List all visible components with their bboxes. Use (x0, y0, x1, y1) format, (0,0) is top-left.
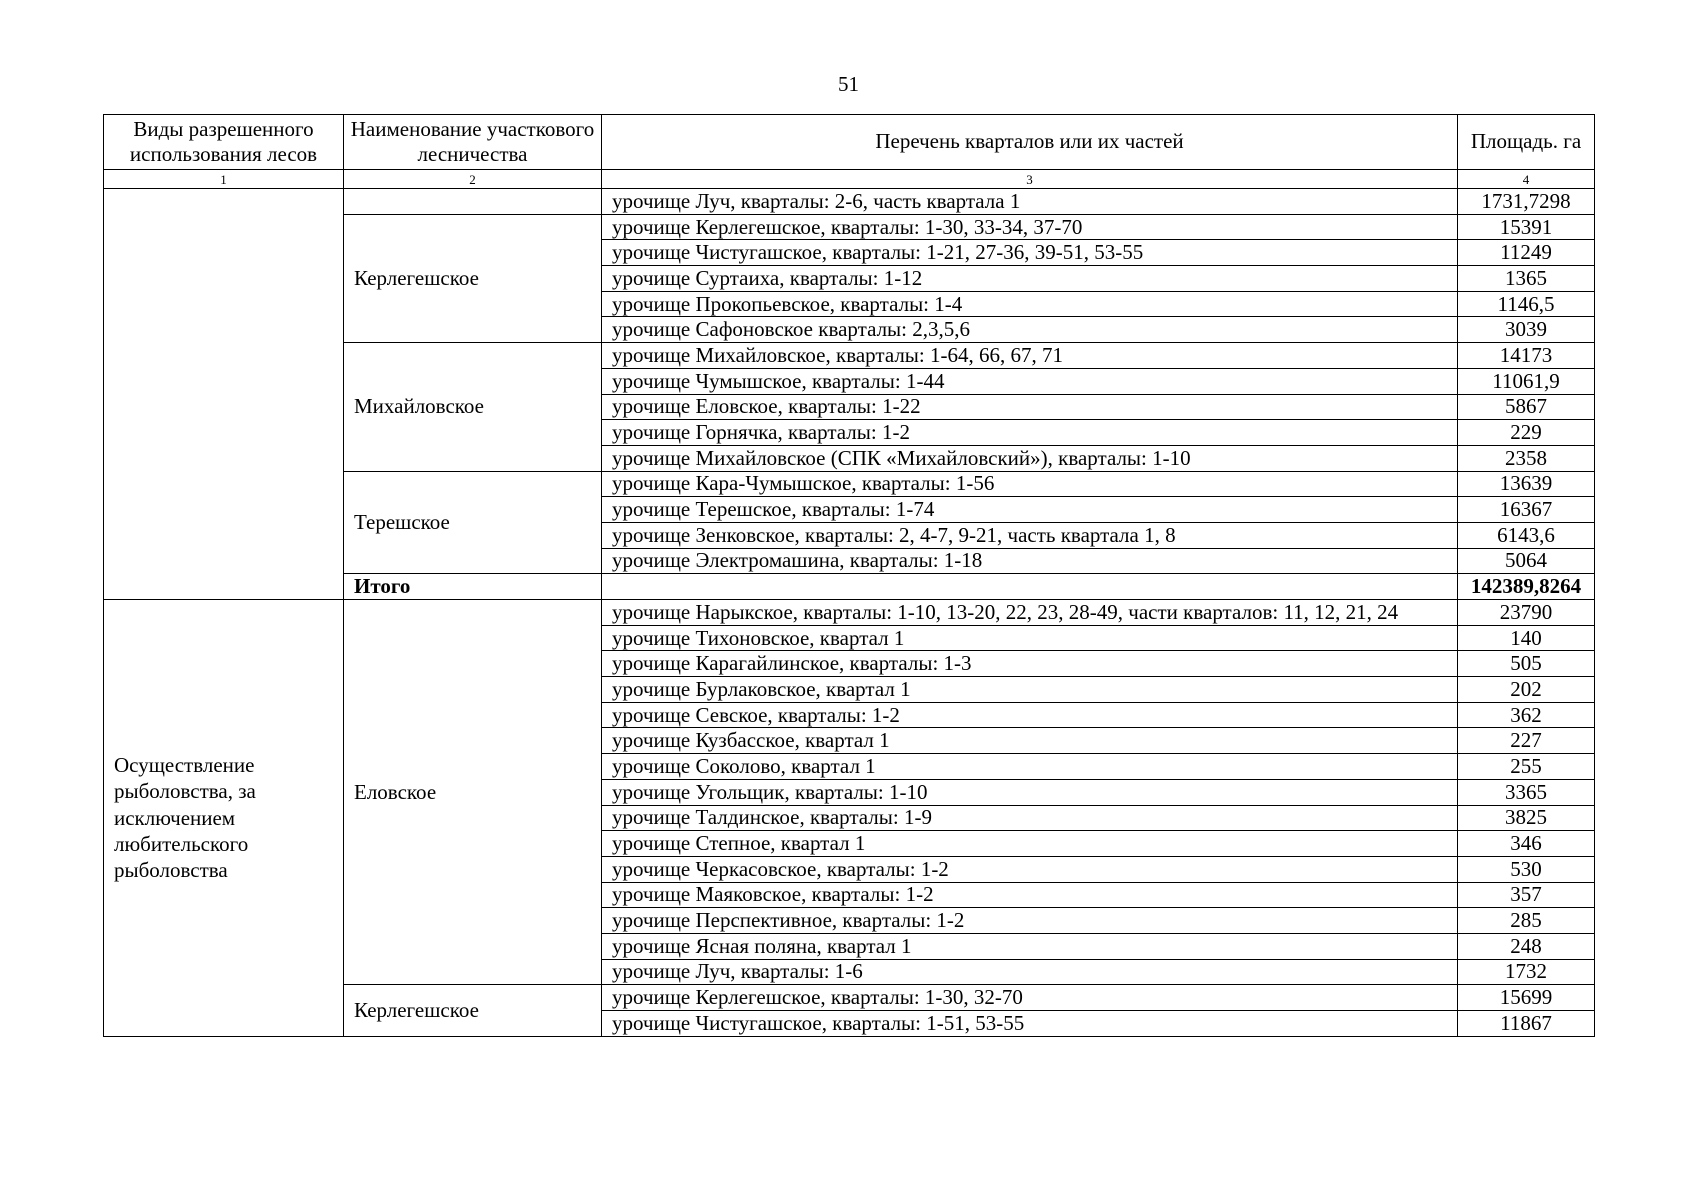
quarters-list-cell: урочище Кузбасское, квартал 1 (602, 728, 1458, 754)
forestry-name-cell: Михайловское (344, 343, 602, 471)
quarters-list-cell: урочище Карагайлинское, кварталы: 1-3 (602, 651, 1458, 677)
quarters-list-cell: урочище Горнячка, кварталы: 1-2 (602, 420, 1458, 446)
quarters-list-cell: урочище Чистугашское, кварталы: 1-21, 27-36, 39-51, 53-55 (602, 240, 1458, 266)
area-cell: 1146,5 (1458, 291, 1595, 317)
quarters-list-cell: урочище Еловское, кварталы: 1-22 (602, 394, 1458, 420)
area-cell: 1732 (1458, 959, 1595, 985)
use-type-cell (104, 189, 344, 600)
area-cell: 357 (1458, 882, 1595, 908)
header-forestry-name: Наименование участкового лесничества (344, 115, 602, 170)
quarters-list-cell: урочище Тихоновское, квартал 1 (602, 625, 1458, 651)
area-cell: 11061,9 (1458, 368, 1595, 394)
quarters-list-cell: урочище Керлегешское, кварталы: 1-30, 32-70 (602, 985, 1458, 1011)
area-cell: 285 (1458, 908, 1595, 934)
quarters-list-cell: урочище Сафоновское кварталы: 2,3,5,6 (602, 317, 1458, 343)
quarters-list-cell: урочище Степное, квартал 1 (602, 831, 1458, 857)
table-header-row (104, 115, 1595, 170)
area-cell: 248 (1458, 933, 1595, 959)
total-list (602, 574, 1458, 600)
area-cell: 5867 (1458, 394, 1595, 420)
quarters-list-cell: урочище Перспективное, кварталы: 1-2 (602, 908, 1458, 934)
header-quarters-list: Перечень кварталов или их частей (602, 115, 1458, 170)
forestry-name-cell: Керлегешское (344, 214, 602, 342)
forest-use-table (103, 114, 1595, 1037)
quarters-list-cell: урочище Чистугашское, кварталы: 1-51, 53-55 (602, 1011, 1458, 1037)
quarters-list-cell: урочище Михайловское, кварталы: 1-64, 66, 67, 71 (602, 343, 1458, 369)
quarters-list-cell: урочище Соколово, квартал 1 (602, 754, 1458, 780)
area-cell: 15391 (1458, 214, 1595, 240)
forestry-name-cell: Керлегешское (344, 985, 602, 1036)
area-cell: 3039 (1458, 317, 1595, 343)
area-cell: 505 (1458, 651, 1595, 677)
area-cell: 227 (1458, 728, 1595, 754)
quarters-list-cell: урочище Черкасовское, кварталы: 1-2 (602, 856, 1458, 882)
area-cell: 13639 (1458, 471, 1595, 497)
area-cell: 140 (1458, 625, 1595, 651)
area-cell: 15699 (1458, 985, 1595, 1011)
area-cell: 11867 (1458, 1011, 1595, 1037)
area-cell: 3365 (1458, 779, 1595, 805)
column-number: 1 (104, 170, 344, 189)
area-cell: 14173 (1458, 343, 1595, 369)
column-number-row (104, 170, 1595, 189)
area-cell: 5064 (1458, 548, 1595, 574)
quarters-list-cell: урочище Луч, кварталы: 1-6 (602, 959, 1458, 985)
area-cell: 16367 (1458, 497, 1595, 523)
quarters-list-cell: урочище Михайловское (СПК «Михайловский»), кварталы: 1-10 (602, 445, 1458, 471)
quarters-list-cell: урочище Терешское, кварталы: 1-74 (602, 497, 1458, 523)
area-cell: 23790 (1458, 600, 1595, 626)
table-row (104, 189, 1595, 215)
quarters-list-cell: урочище Прокопьевское, кварталы: 1-4 (602, 291, 1458, 317)
quarters-list-cell: урочище Бурлаковское, квартал 1 (602, 677, 1458, 703)
quarters-list-cell: урочище Ясная поляна, квартал 1 (602, 933, 1458, 959)
column-number: 4 (1458, 170, 1595, 189)
quarters-list-cell: урочище Кара-Чумышское, кварталы: 1-56 (602, 471, 1458, 497)
quarters-list-cell: урочище Севское, кварталы: 1-2 (602, 702, 1458, 728)
quarters-list-cell: урочище Зенковское, кварталы: 2, 4-7, 9-21, часть квартала 1, 8 (602, 522, 1458, 548)
area-cell: 2358 (1458, 445, 1595, 471)
forestry-name-cell (344, 189, 602, 215)
forestry-name-cell: Терешское (344, 471, 602, 574)
area-cell: 362 (1458, 702, 1595, 728)
area-cell: 530 (1458, 856, 1595, 882)
quarters-list-cell: урочище Луч, кварталы: 2-6, часть квартала 1 (602, 189, 1458, 215)
header-area: Площадь. га (1458, 115, 1595, 170)
area-cell: 6143,6 (1458, 522, 1595, 548)
quarters-list-cell: урочище Электромашина, кварталы: 1-18 (602, 548, 1458, 574)
forestry-name-cell: Еловское (344, 600, 602, 985)
total-label: Итого (344, 574, 602, 600)
quarters-list-cell: урочище Керлегешское, кварталы: 1-30, 33-34, 37-70 (602, 214, 1458, 240)
table-row (104, 600, 1595, 626)
page-number: 51 (838, 72, 859, 96)
area-cell: 1365 (1458, 266, 1595, 292)
column-number: 2 (344, 170, 602, 189)
area-cell: 346 (1458, 831, 1595, 857)
area-cell: 3825 (1458, 805, 1595, 831)
area-cell: 229 (1458, 420, 1595, 446)
column-number: 3 (602, 170, 1458, 189)
quarters-list-cell: урочище Чумышское, кварталы: 1-44 (602, 368, 1458, 394)
header-use-types: Виды разрешенного использования лесов (104, 115, 344, 170)
quarters-list-cell: урочище Суртаиха, кварталы: 1-12 (602, 266, 1458, 292)
quarters-list-cell: урочище Талдинское, кварталы: 1-9 (602, 805, 1458, 831)
area-cell: 255 (1458, 754, 1595, 780)
use-type-cell: Осуществление рыболовства, за исключением любительского рыболовства (104, 600, 344, 1037)
quarters-list-cell: урочище Нарыкское, кварталы: 1-10, 13-20, 22, 23, 28-49, части кварталов: 11, 12, 21, 24 (602, 600, 1458, 626)
quarters-list-cell: урочище Угольщик, кварталы: 1-10 (602, 779, 1458, 805)
area-cell: 11249 (1458, 240, 1595, 266)
area-cell: 1731,7298 (1458, 189, 1595, 215)
quarters-list-cell: урочище Маяковское, кварталы: 1-2 (602, 882, 1458, 908)
area-cell: 202 (1458, 677, 1595, 703)
total-area: 142389,8264 (1458, 574, 1595, 600)
